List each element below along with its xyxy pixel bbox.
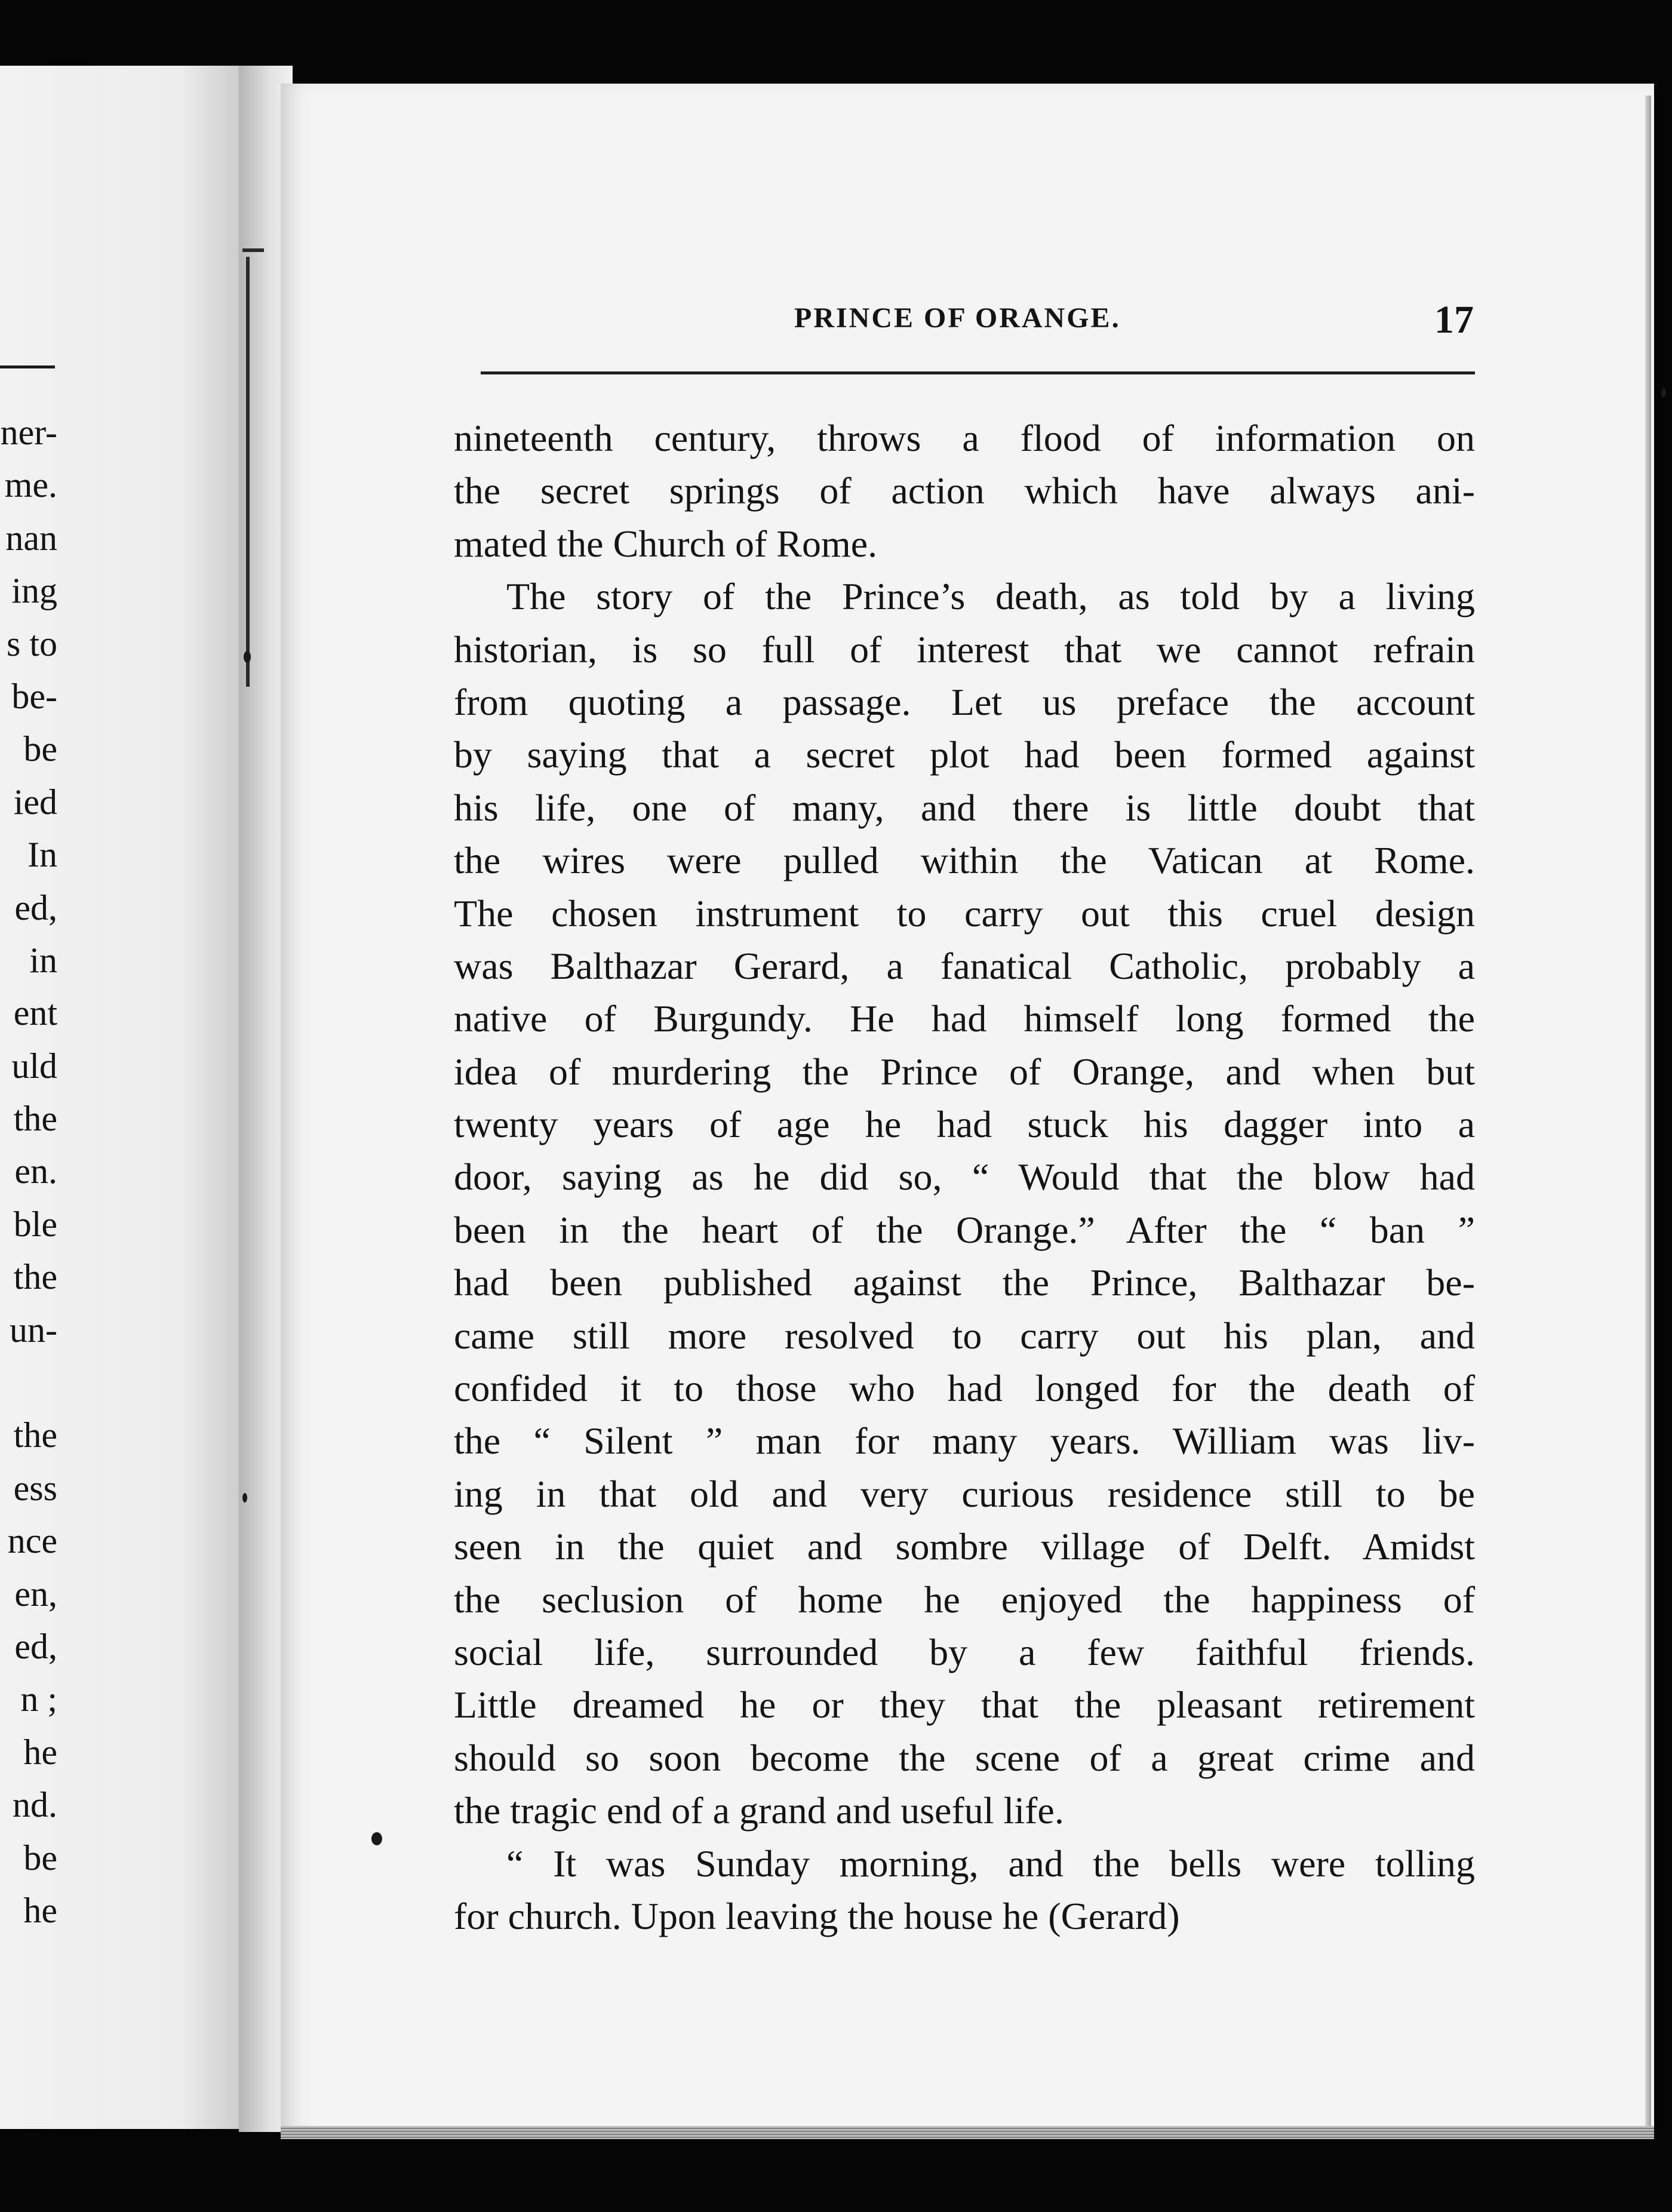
previous-page-line: uld: [11, 1046, 57, 1086]
previous-page-line: en.: [14, 1151, 57, 1191]
text-line: the secret springs of action which have always ani-: [454, 469, 1475, 512]
header-rule: [481, 371, 1475, 374]
text-line: his life, one of many, and there is little doubt that: [454, 786, 1475, 829]
previous-page-line: in: [29, 940, 57, 980]
text-line: mated the Church of Rome.: [454, 522, 878, 565]
previous-page-line: nd.: [13, 1785, 57, 1825]
text-line: confided it to those who had longed for the death of: [454, 1367, 1475, 1410]
text-line: “ It was Sunday morning, and the bells were tolling: [506, 1842, 1475, 1885]
previous-page-line: the: [13, 1099, 57, 1139]
text-line: from quoting a passage. Let us preface the account: [454, 680, 1475, 723]
ink-speck: [242, 1493, 247, 1503]
ink-speck: [244, 651, 251, 663]
page-number: 17: [1434, 298, 1474, 342]
text-line: nineteenth century, throws a flood of information on: [454, 417, 1475, 459]
text-line: the seclusion of home he enjoyed the happiness of: [454, 1578, 1475, 1621]
text-line: the tragic end of a grand and useful life.: [454, 1789, 1064, 1832]
previous-page-text: [0, 406, 57, 1937]
previous-page-line: ent: [13, 993, 57, 1033]
text-line: native of Burgundy. He had himself long formed the: [454, 997, 1475, 1040]
previous-page-line: ed,: [14, 1626, 57, 1666]
text-line: The chosen instrument to carry out this cruel design: [454, 892, 1475, 935]
previous-page-line: be-: [11, 676, 57, 716]
previous-page-line: be: [23, 729, 57, 769]
previous-page-line: the: [13, 1257, 57, 1297]
previous-page-line: be: [23, 1838, 57, 1878]
previous-page-line: en,: [14, 1574, 57, 1614]
text-line: for church. Upon leaving the house he (Gerard): [454, 1894, 1180, 1937]
previous-page-line: un-: [10, 1310, 57, 1350]
text-line: ing in that old and very curious residence still to be: [454, 1472, 1475, 1515]
previous-page-line: he: [23, 1890, 57, 1930]
text-line: The story of the Prince’s death, as told by a living: [506, 575, 1475, 618]
previous-page-line: In: [27, 835, 57, 875]
previous-page-line: ner-: [0, 413, 57, 452]
previous-page-line: ble: [13, 1204, 57, 1244]
text-line: historian, is so full of interest that we cannot refrain: [454, 628, 1475, 671]
previous-page-line: ied: [13, 782, 57, 822]
ink-speck: [1661, 388, 1666, 398]
page-stack-edge: [281, 2126, 1654, 2139]
text-line: had been published against the Prince, Balthazar be-: [454, 1261, 1475, 1304]
text-line: by saying that a secret plot had been formed against: [454, 733, 1475, 776]
previous-page-line: nce: [7, 1521, 57, 1561]
previous-page-line: he: [23, 1732, 57, 1772]
text-line: was Balthazar Gerard, a fanatical Catholic, probably a: [454, 944, 1475, 987]
previous-page-header-rule: [0, 365, 55, 368]
text-line: should so soon become the scene of a great crime and: [454, 1736, 1475, 1779]
previous-page-line: ess: [13, 1468, 57, 1508]
previous-page-line: nan: [5, 518, 57, 558]
text-line: idea of murdering the Prince of Orange, and when but: [454, 1050, 1475, 1093]
previous-page-line: [0, 1356, 57, 1409]
body-text: [454, 412, 1475, 1943]
text-line: been in the heart of the Orange.” After the “ ban ”: [454, 1208, 1475, 1251]
running-title: PRINCE OF ORANGE.: [794, 302, 1121, 334]
previous-page-line: n ;: [20, 1679, 57, 1719]
gutter-binding-mark: [246, 257, 268, 687]
previous-page-line: ed,: [14, 887, 57, 927]
text-line: the “ Silent ” man for many years. William was liv-: [454, 1420, 1475, 1463]
text-line: Little dreamed he or they that the pleasant retirement: [454, 1683, 1475, 1726]
text-line: social life, surrounded by a few faithful friends.: [454, 1630, 1475, 1673]
page-edge: [1645, 96, 1651, 2126]
previous-page-line: ing: [11, 571, 57, 611]
text-line: came still more resolved to carry out his plan, and: [454, 1314, 1475, 1357]
text-line: door, saying as he did so, “ Would that the blow had: [454, 1156, 1475, 1199]
previous-page-line: s to: [6, 623, 57, 663]
text-line: the wires were pulled within the Vatican at Rome.: [454, 839, 1475, 882]
previous-page-line: the: [13, 1415, 57, 1455]
previous-page-line: me.: [4, 465, 57, 505]
ink-speck: [371, 1832, 382, 1845]
text-line: twenty years of age he had stuck his dagger into a: [454, 1103, 1475, 1146]
text-line: seen in the quiet and sombre village of Delft. Amidst: [454, 1525, 1475, 1568]
